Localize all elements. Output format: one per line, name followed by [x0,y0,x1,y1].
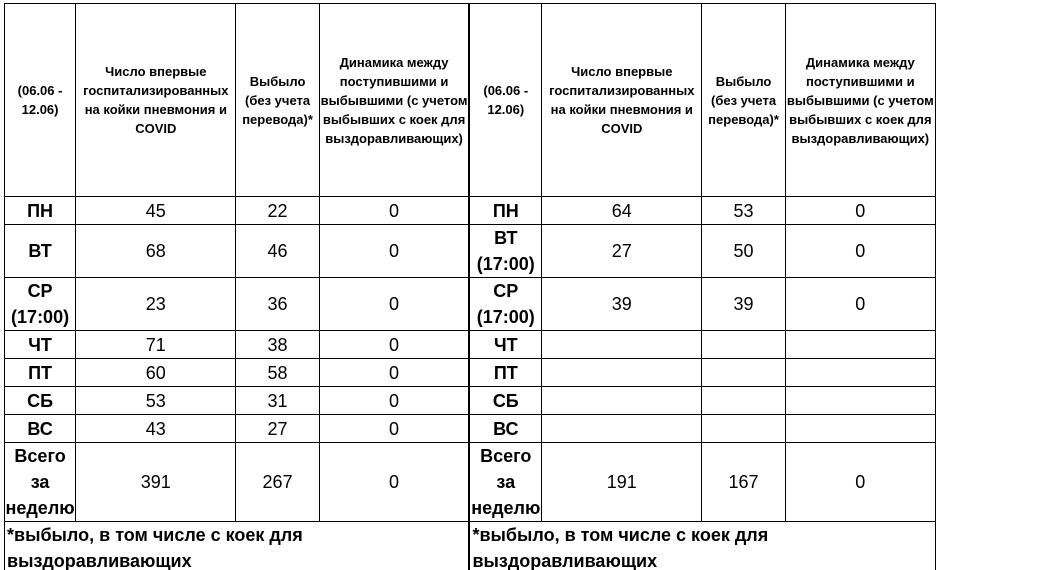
day-cell: ВТ (17:00) [469,225,541,278]
hospitalized-cell: 43 [76,415,236,443]
hospitalized-cell: 68 [76,225,236,278]
discharged-cell: 22 [236,197,319,225]
table-row [5,278,936,331]
hospitalized-cell [542,359,702,387]
total-label: Всего за неделю [5,443,76,522]
total-label: Всего за неделю [469,443,541,522]
table-row [5,387,936,415]
day-cell: ВТ [5,225,76,278]
dynamics-cell [785,359,935,387]
hospitalized-cell: 64 [542,197,702,225]
total-dynamics: 0 [319,443,469,522]
discharged-cell [702,415,785,443]
hospitalized-cell: 45 [76,197,236,225]
dynamics-cell [785,387,935,415]
header-period: (06.06 - 12.06) [5,4,76,197]
hospitalized-cell [542,331,702,359]
table-row [5,415,936,443]
dynamics-cell: 0 [319,225,469,278]
day-cell: СБ [469,387,541,415]
footnote-left: *выбыло, в том числе с коек для выздоравливающих [5,522,470,570]
discharged-cell: 39 [702,278,785,331]
total-row [5,443,936,522]
dynamics-cell: 0 [785,197,935,225]
day-cell: ПН [5,197,76,225]
spreadsheet [4,3,936,570]
discharged-cell: 31 [236,387,319,415]
header-hospitalized-right: Число впервые госпитализированных на койки пневмония и COVID [542,4,702,197]
dynamics-cell [785,415,935,443]
dynamics-cell: 0 [319,331,469,359]
header-hospitalized: Число впервые госпитализированных на койки пневмония и COVID [76,4,236,197]
discharged-cell [702,331,785,359]
discharged-cell: 36 [236,278,319,331]
hospitalized-cell: 71 [76,331,236,359]
hospitalized-cell: 39 [542,278,702,331]
discharged-cell [702,387,785,415]
discharged-cell: 27 [236,415,319,443]
day-cell: ЧТ [469,331,541,359]
discharged-cell: 38 [236,331,319,359]
total-discharged: 267 [236,443,319,522]
total-hospitalized: 391 [76,443,236,522]
hospitalization-table [4,3,936,570]
header-period-right: (06.06 - 12.06) [469,4,541,197]
hospitalized-cell: 23 [76,278,236,331]
discharged-cell: 50 [702,225,785,278]
hospitalized-cell: 27 [542,225,702,278]
header-dynamics-right: Динамика между поступившими и выбывшими (с учетом выбывших с коек для выздоравливающих) [785,4,935,197]
table-row [5,197,936,225]
header-discharged: Выбыло (без учета перевода)* [236,4,319,197]
day-cell: СБ [5,387,76,415]
header-row [5,4,936,197]
hospitalized-cell [542,387,702,415]
dynamics-cell: 0 [319,415,469,443]
dynamics-cell: 0 [319,197,469,225]
dynamics-cell: 0 [319,359,469,387]
dynamics-cell: 0 [319,387,469,415]
footnote-row [5,522,936,570]
table-row [5,225,936,278]
day-cell: СР (17:00) [5,278,76,331]
dynamics-cell [785,331,935,359]
day-cell: ВС [469,415,541,443]
header-dynamics: Динамика между поступившими и выбывшими (с учетом выбывших с коек для выздоравливающих) [319,4,469,197]
discharged-cell: 58 [236,359,319,387]
day-cell: СР (17:00) [469,278,541,331]
header-discharged-right: Выбыло (без учета перевода)* [702,4,785,197]
day-cell: ПТ [5,359,76,387]
total-hospitalized: 191 [542,443,702,522]
dynamics-cell: 0 [319,278,469,331]
table-row [5,331,936,359]
hospitalized-cell: 53 [76,387,236,415]
dynamics-cell: 0 [785,278,935,331]
day-cell: ЧТ [5,331,76,359]
footnote-right: *выбыло, в том числе с коек для выздоравливающих [469,522,935,570]
discharged-cell: 53 [702,197,785,225]
table-row [5,359,936,387]
total-dynamics: 0 [785,443,935,522]
hospitalized-cell: 60 [76,359,236,387]
day-cell: ПН [469,197,541,225]
day-cell: ВС [5,415,76,443]
day-cell: ПТ [469,359,541,387]
discharged-cell [702,359,785,387]
discharged-cell: 46 [236,225,319,278]
total-discharged: 167 [702,443,785,522]
dynamics-cell: 0 [785,225,935,278]
hospitalized-cell [542,415,702,443]
